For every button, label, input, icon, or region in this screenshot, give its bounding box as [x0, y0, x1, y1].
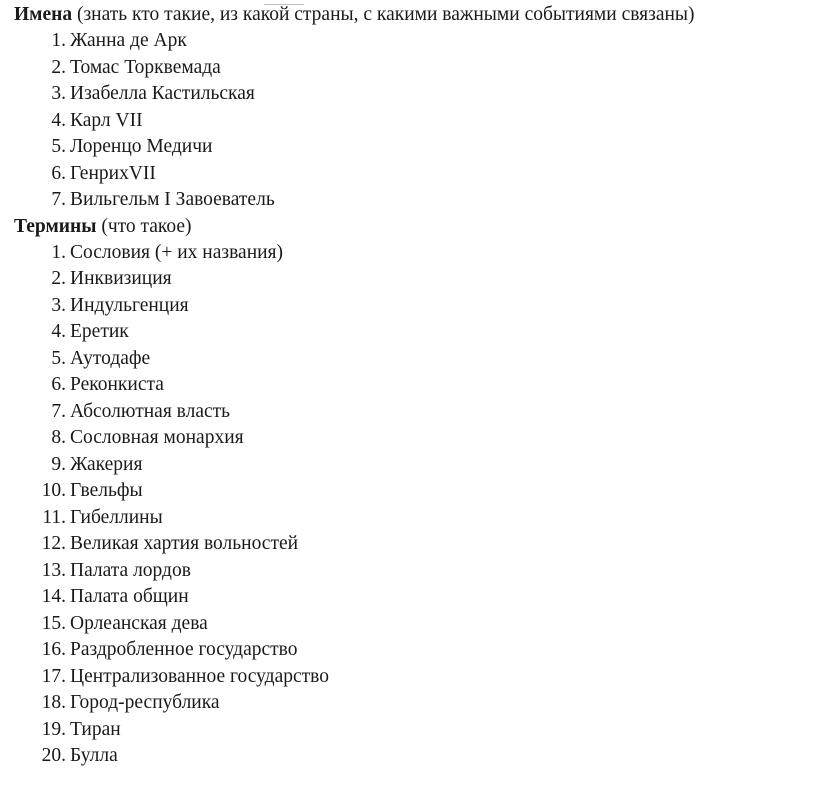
list-item-text: Инквизиция — [70, 268, 172, 289]
list-item-text: Индульгенция — [70, 294, 189, 316]
terms-list-item — [14, 478, 814, 505]
terms-list-item — [14, 690, 814, 717]
terms-heading-title: Термины — [14, 215, 97, 237]
list-item-number: 6. — [51, 162, 66, 184]
list-item-number: 7. — [51, 189, 66, 210]
list-item-text: Булла — [70, 745, 118, 766]
terms-list-item — [14, 611, 814, 638]
list-item-number: 2. — [51, 56, 66, 78]
list-item-number: 4. — [51, 109, 66, 131]
names-heading-note: (знать кто такие, из какой страны, с какими важными событиями связаны) — [72, 4, 695, 25]
document — [14, 2, 814, 770]
list-item-number: 10. — [41, 480, 66, 501]
terms-list-item — [14, 531, 814, 558]
list-item-text: Централизованное государство — [70, 665, 330, 687]
list-item-number: 5. — [51, 136, 66, 157]
list-item-text: Гибеллины — [70, 506, 163, 528]
list-item-text: Орлеанская дева — [70, 612, 208, 634]
list-item-number: 12. — [41, 533, 66, 554]
terms-list — [14, 240, 814, 770]
list-item-text: Томас Торквемада — [70, 56, 221, 78]
list-item-number: 3. — [51, 294, 66, 316]
terms-list-item — [14, 717, 814, 744]
list-item-number: 14. — [41, 586, 66, 607]
terms-list-item — [14, 266, 814, 293]
terms-list-item — [14, 664, 814, 691]
terms-list-item — [14, 505, 814, 532]
list-item-text: Изабелла Кастильская — [70, 83, 255, 104]
list-item-text: Палата общин — [70, 586, 189, 607]
terms-list-item — [14, 584, 814, 611]
list-item-text: Жакерия — [70, 453, 143, 475]
list-item-number: 15. — [41, 612, 66, 634]
terms-list-item — [14, 452, 814, 479]
list-item-text: ГенрихVII — [70, 162, 156, 184]
list-item-number: 1. — [51, 241, 66, 263]
list-item-number: 18. — [41, 692, 66, 713]
list-item-text: Лоренцо Медичи — [70, 136, 213, 157]
list-item-text: Карл VII — [70, 109, 143, 131]
list-item-text: Аутодафе — [70, 347, 151, 369]
names-list — [14, 28, 814, 214]
list-item-number: 7. — [51, 400, 66, 422]
list-item-text: Сословия (+ их названия) — [70, 241, 284, 263]
list-item-number: 3. — [51, 83, 66, 104]
list-item-text: Гвельфы — [70, 480, 143, 501]
names-heading-title: Имена — [14, 4, 73, 25]
cropped-text-fragment — [264, 0, 304, 5]
terms-list-item — [14, 240, 814, 267]
list-item-number: 9. — [51, 453, 66, 475]
terms-list-item — [14, 319, 814, 346]
terms-heading-note: (что такое) — [96, 215, 192, 237]
list-item-text: Жанна де Арк — [70, 30, 187, 51]
list-item-number: 6. — [51, 374, 66, 395]
list-item-text: Великая хартия вольностей — [70, 533, 299, 554]
terms-list-item — [14, 372, 814, 399]
terms-heading — [14, 214, 814, 240]
names-list-item — [14, 187, 814, 214]
list-item-number: 20. — [41, 745, 66, 766]
list-item-number: 8. — [51, 427, 66, 448]
terms-list-item — [14, 558, 814, 585]
list-item-text: Реконкиста — [70, 374, 164, 395]
names-list-item — [14, 108, 814, 135]
terms-list-item — [14, 399, 814, 426]
list-item-text: Еретик — [70, 321, 129, 342]
list-item-number: 13. — [41, 559, 66, 581]
names-list-item — [14, 81, 814, 108]
names-list-item — [14, 28, 814, 55]
list-item-number: 5. — [51, 347, 66, 369]
list-item-text: Палата лордов — [70, 559, 191, 581]
list-item-number: 11. — [42, 506, 66, 528]
list-item-text: Раздробленное государство — [70, 639, 298, 660]
terms-list-item — [14, 743, 814, 770]
list-item-text: Город-республика — [70, 692, 220, 713]
list-item-number: 16. — [41, 639, 66, 660]
terms-list-item — [14, 293, 814, 320]
list-item-number: 19. — [41, 718, 66, 740]
list-item-number: 17. — [41, 665, 66, 687]
terms-list-item — [14, 425, 814, 452]
names-list-item — [14, 134, 814, 161]
terms-list-item — [14, 346, 814, 373]
names-heading — [14, 2, 814, 28]
list-item-number: 2. — [51, 268, 66, 289]
list-item-text: Сословная монархия — [70, 427, 244, 448]
list-item-number: 4. — [51, 321, 66, 342]
names-list-item — [14, 161, 814, 188]
names-list-item — [14, 55, 814, 82]
list-item-text: Вильгельм I Завоеватель — [70, 189, 275, 210]
list-item-text: Абсолютная власть — [70, 400, 231, 422]
list-item-text: Тиран — [70, 718, 121, 740]
terms-list-item — [14, 637, 814, 664]
list-item-number: 1. — [51, 30, 66, 51]
